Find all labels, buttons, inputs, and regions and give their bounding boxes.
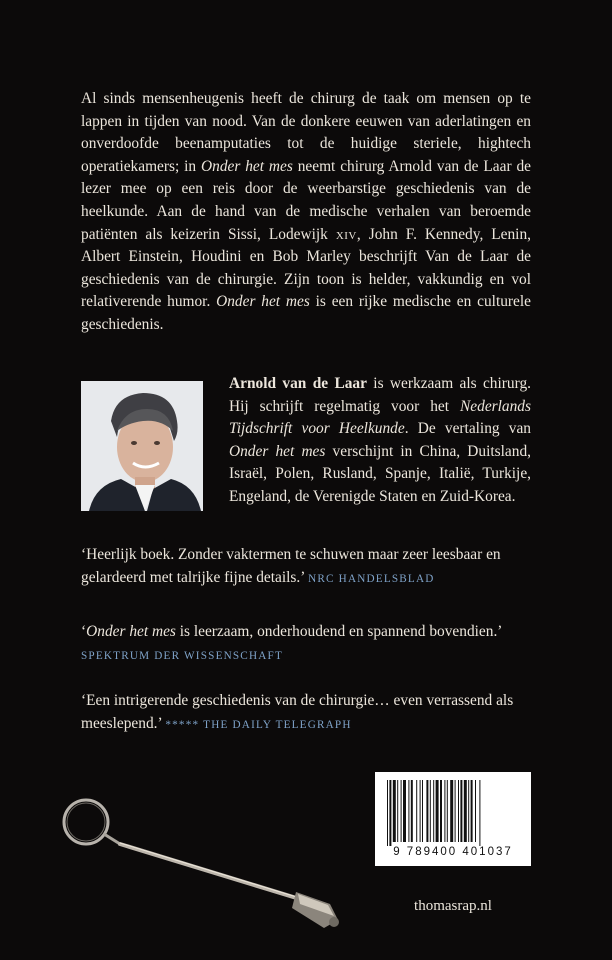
quote-mark: ‘ — [81, 623, 87, 640]
author-bio-text: verschijnt in China, Duitsland, Israël, Polen, Rusland, Spanje, Italië, Turkije, Engeland, de Verenigde Staten en Zuid-Korea. — [229, 442, 531, 505]
book-title: Onder het mes — [201, 157, 293, 175]
review-quote — [81, 690, 531, 736]
author-name: Arnold van de Laar — [229, 375, 367, 392]
roman-numeral: xiv — [335, 225, 357, 243]
back-cover-blurb — [81, 88, 531, 337]
quote-text: is leerzaam, onderhoudend en spannend bovendien.’ — [175, 623, 502, 640]
review-quote — [81, 544, 531, 590]
rating-stars: ***** — [165, 718, 200, 731]
blurb-text: neemt chirurg Arnold van de Laar de lezer mee op een reis door de weerbarstige geschiedenis van de heelkunde. Aan de hand van de medische verhalen van beroemde patiënten als keizerin Sissi, Lodewijk — [81, 157, 531, 243]
quote-source: THE DAILY TELEGRAPH — [203, 718, 352, 731]
review-quote — [81, 621, 531, 667]
journal-title: Nederlands Tijdschrift voor Heelkunde — [229, 397, 531, 438]
isbn-number: 9 789400 401037 — [393, 846, 513, 858]
book-title: Onder het mes — [216, 293, 310, 311]
author-bio — [229, 373, 531, 509]
author-portrait — [81, 381, 203, 511]
quote-book-title: Onder het mes — [86, 623, 176, 640]
blurb-text: is een rijke medische en culturele geschiedenis. — [81, 293, 531, 333]
quote-source: SPEKTRUM DER WISSENSCHAFT — [81, 649, 283, 662]
quote-text: ‘Heerlijk boek. Zonder vaktermen te schuwen maar zeer leesbaar en gelardeerd met talrijke fijne details.’ — [81, 546, 501, 586]
blurb-text: , John F. Kennedy, Lenin, Albert Einstein, Houdini en Bob Marley beschrijft Van de Laar de geschiedenis van de chirurgie. Zijn toon is helder, vakkundig en vol relativerende humor. — [81, 225, 532, 311]
barcode-lines — [375, 772, 531, 846]
surgical-mirror-illustration — [48, 782, 358, 937]
book-title: Onder het mes — [229, 442, 326, 460]
author-bio-text: is werkzaam als chirurg. Hij schrijft regelmatig voor het — [229, 375, 531, 415]
quote-text: ‘Een intrigerende geschiedenis van de chirurgie… even verrassend als meeslepend.’ — [81, 692, 514, 732]
blurb-text: Al sinds mensenheugenis heeft de chirurg de taak om mensen op te lappen in tijden van nood. Van de donkere eeuwen van aderlatingen en onverdoofde beenamputaties tot de huidige steriele, hightech operatiekamers; in — [81, 90, 531, 175]
barcode — [375, 772, 531, 866]
author-bio-text: . De vertaling van — [404, 420, 532, 438]
quote-source: NRC HANDELSBLAD — [308, 572, 435, 585]
publisher-url[interactable]: thomasrap.nl — [414, 898, 492, 914]
